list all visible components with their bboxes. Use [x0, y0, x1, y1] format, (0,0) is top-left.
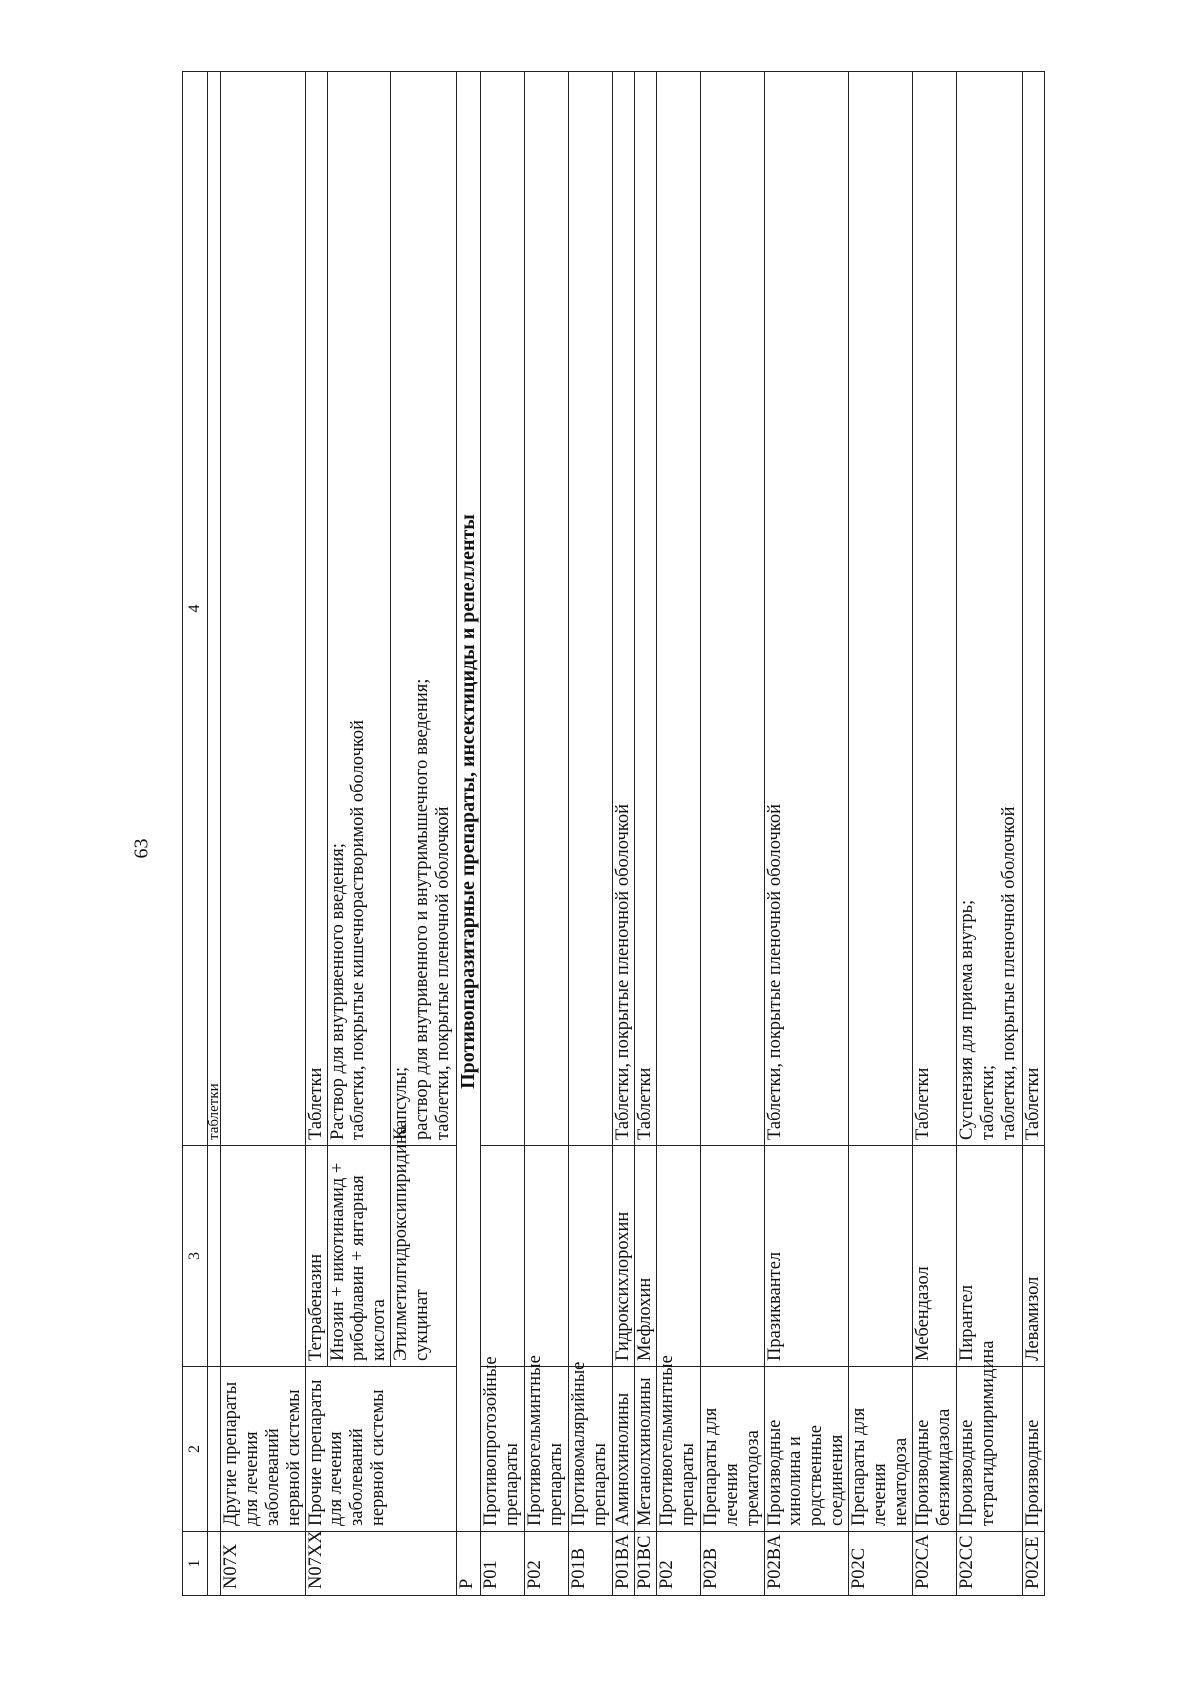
cell-substance: Мебендазол	[912, 1146, 956, 1367]
cell-substance: Мефлохин	[634, 1146, 656, 1367]
cell-form	[656, 72, 700, 1146]
cell-group: Производные	[1022, 1367, 1044, 1532]
cell-code: N07X	[221, 1532, 306, 1596]
cell-substance	[480, 1146, 524, 1367]
form-line: таблетки, покрытые пленочной оболочкой	[998, 806, 1019, 1140]
rotated-table-container	[182, 72, 1043, 1596]
column-header-4: 4	[183, 72, 208, 1146]
table-row	[524, 72, 568, 1596]
cell-substance	[524, 1146, 568, 1367]
carry-over-row	[208, 72, 221, 1596]
cell-form: Таблетки	[305, 72, 327, 1146]
cell-code: P02B	[700, 1532, 764, 1596]
column-header-3: 3	[183, 1146, 208, 1367]
cell-group: Метанолхинолины	[634, 1367, 656, 1532]
cell-group: Производные хинолина и родственные соединения	[764, 1367, 849, 1532]
cell-group: Другие препараты для лечения заболеваний нервной системы	[221, 1367, 306, 1532]
cell-form: таблетки	[208, 72, 221, 1146]
cell-group: Препараты для лечения трематодоза	[700, 1367, 764, 1532]
cell-group: Препараты для лечения нематодоза	[849, 1367, 913, 1532]
cell-code: P02	[656, 1532, 700, 1596]
cell-code: P01B	[568, 1532, 612, 1596]
cell-form: Таблетки	[912, 72, 956, 1146]
form-line: Раствор для внутривенного введения;	[327, 843, 348, 1140]
form-line: таблетки;	[977, 1064, 998, 1140]
table-row	[849, 72, 913, 1596]
cell-group: Противогельминтные препараты	[656, 1367, 700, 1532]
cell-form	[480, 72, 524, 1146]
cell-code: P	[457, 1532, 481, 1596]
cell-form: Таблетки	[634, 72, 656, 1146]
column-header-2: 2	[183, 1367, 208, 1532]
cell-substance	[700, 1146, 764, 1367]
cell-substance: Тетрабеназин	[305, 1146, 327, 1367]
cell-substance: Этилметилгидроксипиридина сукцинат	[391, 1146, 457, 1367]
cell-substance: Левамизол	[1022, 1146, 1044, 1367]
table-row	[764, 72, 849, 1596]
cell-form	[524, 72, 568, 1146]
table-row	[634, 72, 656, 1596]
cell-form: Таблетки	[1022, 72, 1044, 1146]
table-row	[480, 72, 524, 1596]
cell-form	[956, 72, 1022, 1146]
table-row	[1022, 72, 1044, 1596]
table-row	[568, 72, 612, 1596]
section-title: Противопаразитарные препараты, инсектициды и репелленты	[457, 72, 481, 1532]
cell-code: P02	[524, 1532, 568, 1596]
cell-substance: Празиквантел	[764, 1146, 849, 1367]
cell-code: P02CC	[956, 1532, 1022, 1596]
cell-form	[327, 72, 391, 1146]
section-row	[457, 72, 481, 1596]
cell-code: P02CE	[1022, 1532, 1044, 1596]
form-line: Суспензия для приема внутрь;	[956, 899, 977, 1140]
column-header-1: 1	[183, 1532, 208, 1596]
cell-form	[568, 72, 612, 1146]
form-line: таблетки, покрытые кишечнорастворимой оболочкой	[348, 719, 369, 1140]
cell-code: P02C	[849, 1532, 913, 1596]
table-row	[656, 72, 700, 1596]
cell-substance: Пирантел	[956, 1146, 1022, 1367]
drug-table	[182, 71, 1045, 1596]
cell-substance	[849, 1146, 913, 1367]
cell-code: P02BA	[764, 1532, 849, 1596]
cell-group: Противогельминтные препараты	[524, 1367, 568, 1532]
cell-code: N07XX	[305, 1532, 457, 1596]
cell-form	[700, 72, 764, 1146]
table-row	[700, 72, 764, 1596]
cell-group: Противомалярийные препараты	[568, 1367, 612, 1532]
page-number: 63	[130, 838, 153, 859]
cell-group: Противопротозойные препараты	[480, 1367, 524, 1532]
cell-substance: Гидроксихлорохин	[612, 1146, 634, 1367]
cell-form	[849, 72, 913, 1146]
header-row	[183, 72, 208, 1596]
table-row	[956, 72, 1022, 1596]
cell-group: Прочие препараты для лечения заболеваний нервной системы	[305, 1367, 457, 1532]
cell-form	[221, 72, 306, 1146]
form-line: таблетки, покрытые пленочной оболочкой	[433, 806, 454, 1140]
form-line: раствор для внутривенного и внутримышечного введения;	[412, 678, 433, 1140]
cell-substance	[221, 1146, 306, 1367]
cell-form: Таблетки, покрытые пленочной оболочкой	[612, 72, 634, 1146]
cell-code: P01BC	[634, 1532, 656, 1596]
cell-group: Производные тетрагидропиримидина	[956, 1367, 1022, 1532]
cell-group: Аминохинолины	[612, 1367, 634, 1532]
cell-group: Производные бензимидазола	[912, 1367, 956, 1532]
cell-code: P02CA	[912, 1532, 956, 1596]
table-row	[305, 72, 327, 1596]
table-row	[912, 72, 956, 1596]
table-row	[612, 72, 634, 1596]
cell-substance	[568, 1146, 612, 1367]
cell-code: P01	[480, 1532, 524, 1596]
table-row	[221, 72, 306, 1596]
form-line: Капсулы;	[391, 1066, 412, 1140]
cell-code: P01BA	[612, 1532, 634, 1596]
cell-substance	[656, 1146, 700, 1367]
cell-form: Таблетки, покрытые пленочной оболочкой	[764, 72, 849, 1146]
cell-substance: Инозин + никотинамид + рибофлавин + янтарная кислота	[327, 1146, 391, 1367]
cell-form	[391, 72, 457, 1146]
